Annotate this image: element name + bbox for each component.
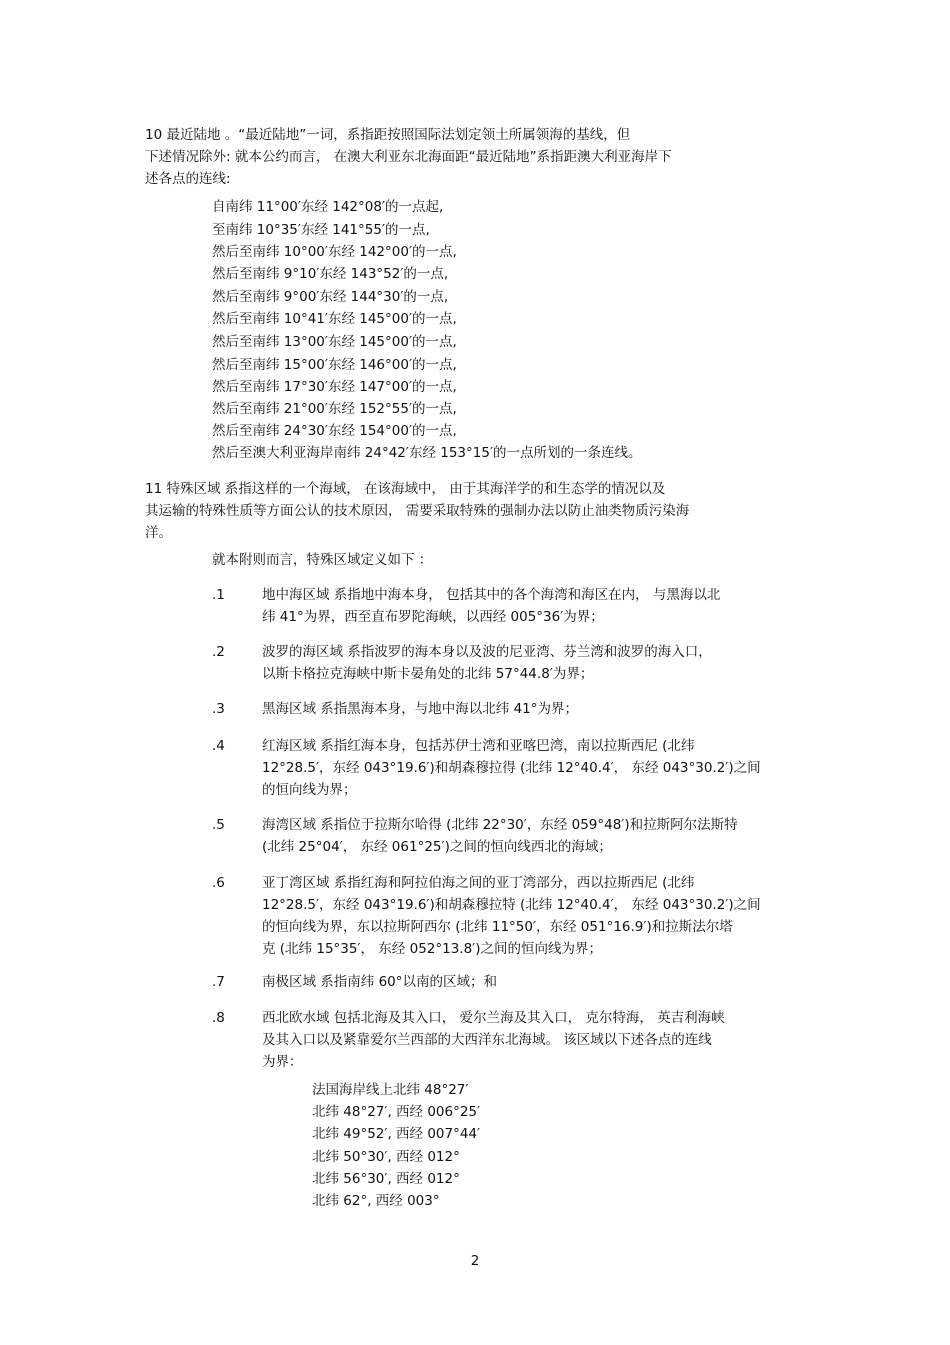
boundary-point: 法国海岸线上北纬 48°27′	[312, 1082, 469, 1098]
section-11-line: 11 特殊区域 系指这样的一个海域， 在该海域中， 由于其海洋学的和生态学的情况以及	[145, 481, 666, 497]
item-mediterranean: 地中海区域 系指地中海本身， 包括其中的各个海湾和海区在内， 与黑海以北 纬 41°为界，西至直布罗陀海峡，以西经 005°36′为界；	[262, 587, 721, 625]
item-north-west-european-waters: 西北欧水域 包括北海及其入口， 爱尔兰海及其入口， 克尔特海， 英吉利海峡 及其入口以及紧靠爱尔兰西部的大西洋东北海域。 该区域以下述各点的连线 为界：	[262, 1010, 725, 1070]
coordinate-line: 然后至南纬 13°00′东经 145°00′的一点,	[212, 334, 457, 350]
boundary-point: 北纬 50°30′, 西经 012°	[312, 1149, 460, 1165]
coordinate-line: 然后至南纬 17°30′东经 147°00′的一点,	[212, 379, 457, 395]
section-10-line: 述各点的连线:	[145, 171, 231, 187]
coordinate-line: 至南纬 10°35′东经 141°55′的一点,	[212, 222, 430, 238]
section-11-line: 洋。	[145, 525, 172, 541]
section-11-line: 其运输的特殊性质等方面公认的技术原因， 需要采取特殊的强制办法以防止油类物质污染海	[145, 503, 690, 519]
coordinate-line: 自南纬 11°00′东经 142°08′的一点起,	[212, 199, 444, 215]
coordinate-line: 然后至南纬 9°10′东经 143°52′的一点,	[212, 266, 449, 282]
section-11-text	[145, 478, 795, 544]
coordinate-line: 然后至澳大利亚海岸南纬 24°42′东经 153°15′的一点所划的一条连线。	[212, 445, 642, 461]
item-black-sea: 黑海区域 系指黑海本身，与地中海以北纬 41°为界；	[262, 701, 579, 717]
item-number: .8	[212, 1010, 225, 1026]
item-gulf-of-aden: 亚丁湾区域 系指红海和阿拉伯海之间的亚丁湾部分，西以拉斯西尼 (北纬 12°28.5′，东经 043°19.6′)和胡森穆拉特 (北纬 12°40.4′， 东经 043°30.2′)之间 的恒向线为界，东以拉斯阿西尔 (北纬 11°50′，东经 051°16.9′)和拉斯法尔塔 克 (北纬 15°35′， 东经 052°13.8′)之间的恒向线为界；	[262, 875, 761, 957]
coordinate-line: 然后至南纬 10°00′东经 142°00′的一点,	[212, 244, 457, 260]
item-red-sea: 红海区域 系指红海本身，包括苏伊士湾和亚喀巴湾，南以拉斯西尼 (北纬 12°28.5′，东经 043°19.6′)和胡森穆拉得 (北纬 12°40.4′， 东经 043°30.2′)之间 的恒向线为界；	[262, 738, 761, 798]
boundary-point: 北纬 62°, 西经 003°	[312, 1193, 440, 1209]
item-number: .1	[212, 587, 225, 603]
boundary-point: 北纬 49°52′, 西经 007°44′	[312, 1126, 481, 1142]
coordinate-line: 然后至南纬 21°00′东经 152°55′的一点,	[212, 401, 457, 417]
item-number: .4	[212, 738, 225, 754]
coordinate-line: 然后至南纬 15°00′东经 146°00′的一点,	[212, 357, 457, 373]
item-baltic: 波罗的海区域 系指波罗的海本身以及波的尼亚湾、芬兰湾和波罗的海入口， 以斯卡格拉克海峡中斯卡晏角处的北纬 57°44.8′为界；	[262, 644, 712, 682]
item-number: .6	[212, 875, 225, 891]
item-antarctic: 南极区域 系指南纬 60°以南的区域；和	[262, 974, 498, 990]
section-10-line: 10 最近陆地 。“最近陆地”一词，系指距按照国际法划定领土所属领海的基线，但	[145, 127, 631, 143]
coordinate-line: 然后至南纬 24°30′东经 154°00′的一点,	[212, 423, 457, 439]
coordinate-line: 然后至南纬 10°41′东经 145°00′的一点,	[212, 311, 457, 327]
special-areas-intro: 就本附则而言，特殊区域定义如下 ：	[212, 552, 433, 568]
item-number: .3	[212, 701, 225, 717]
page-number: 2	[470, 1253, 480, 1269]
section-10-text	[145, 124, 795, 190]
item-gulfs: 海湾区域 系指位于拉斯尔哈得 (北纬 22°30′，东经 059°48′)和拉斯阿尔法斯特 (北纬 25°04′， 东经 061°25′)之间的恒向线西北的海域；	[262, 817, 738, 855]
item-number: .2	[212, 644, 225, 660]
section-10-line: 下述情况除外: 就本公约而言， 在澳大利亚东北海面距“最近陆地”系指距澳大利亚海岸下	[145, 149, 672, 165]
item-number: .7	[212, 974, 225, 990]
item-number: .5	[212, 817, 225, 833]
boundary-point: 北纬 48°27′, 西经 006°25′	[312, 1104, 481, 1120]
coordinate-line: 然后至南纬 9°00′东经 144°30′的一点,	[212, 289, 449, 305]
boundary-point: 北纬 56°30′, 西经 012°	[312, 1171, 460, 1187]
